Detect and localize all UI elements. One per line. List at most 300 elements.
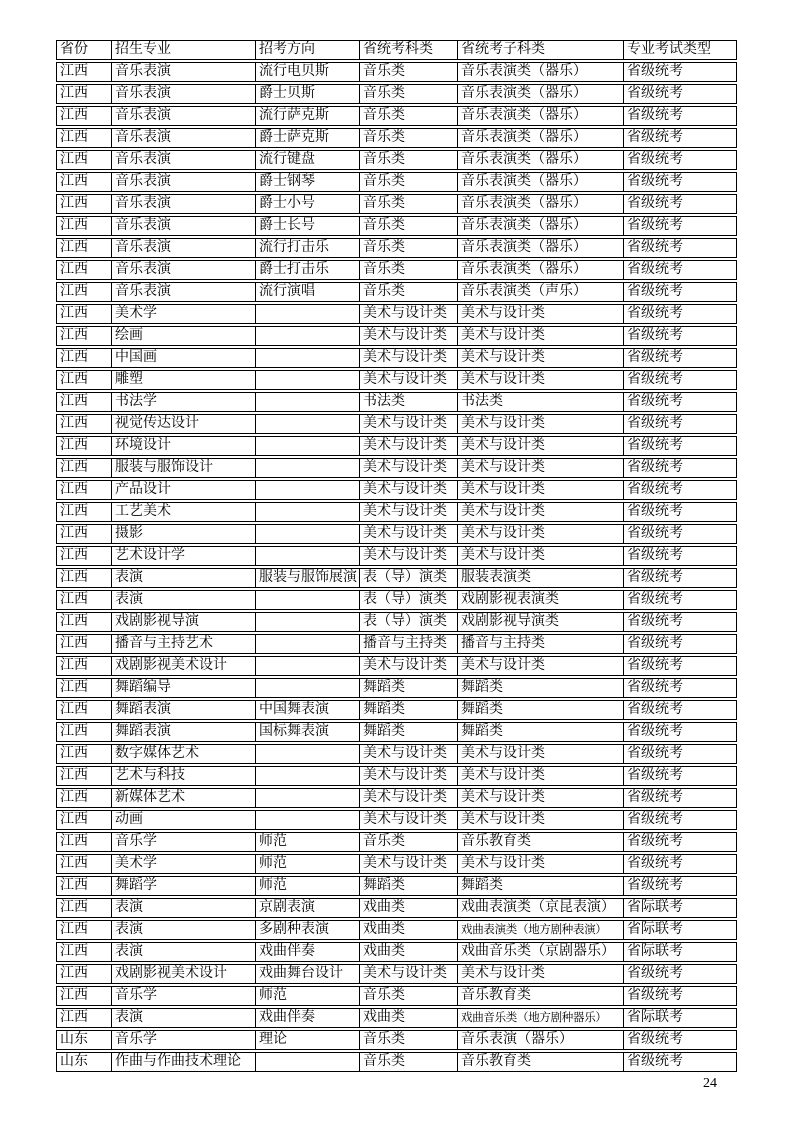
table-cell: 表（导）演类	[359, 568, 457, 588]
table-cell: 江西	[56, 612, 111, 632]
table-cell: 戏曲表演类（京昆表演）	[457, 898, 623, 918]
table-cell	[255, 348, 359, 368]
column-header: 专业考试类型	[623, 40, 737, 60]
table-cell: 戏曲音乐类（地方剧种器乐）	[457, 1008, 623, 1028]
table-cell: 音乐表演	[111, 62, 255, 82]
table-row	[56, 546, 737, 566]
table-cell: 江西	[56, 590, 111, 610]
table-cell: 美术与设计类	[457, 788, 623, 808]
table-cell: 江西	[56, 1008, 111, 1028]
table-cell: 音乐表演类（声乐）	[457, 282, 623, 302]
table-cell: 省级统考	[623, 766, 737, 786]
table-cell: 省级统考	[623, 568, 737, 588]
table-cell: 音乐类	[359, 128, 457, 148]
table-cell: 美术与设计类	[359, 304, 457, 324]
table-cell	[255, 590, 359, 610]
table-cell	[255, 458, 359, 478]
table-row	[56, 854, 737, 874]
table-cell	[255, 810, 359, 830]
table-cell: 江西	[56, 568, 111, 588]
table-cell: 戏曲伴奏	[255, 1008, 359, 1028]
table-cell: 江西	[56, 832, 111, 852]
table-cell: 美术与设计类	[359, 458, 457, 478]
table-cell: 省级统考	[623, 414, 737, 434]
table-cell: 爵士萨克斯	[255, 128, 359, 148]
table-cell	[255, 612, 359, 632]
table-cell: 江西	[56, 700, 111, 720]
table-cell: 师范	[255, 876, 359, 896]
table-cell: 音乐表演类（器乐）	[457, 260, 623, 280]
table-row	[56, 150, 737, 170]
table-cell: 音乐表演	[111, 238, 255, 258]
table-cell: 江西	[56, 524, 111, 544]
table-cell: 江西	[56, 238, 111, 258]
table-cell: 音乐表演类（器乐）	[457, 106, 623, 126]
table-cell: 服装与服饰展演	[255, 568, 359, 588]
table-cell: 音乐表演	[111, 282, 255, 302]
table-cell: 戏曲舞台设计	[255, 964, 359, 984]
column-header: 省份	[56, 40, 111, 60]
table-cell: 省级统考	[623, 986, 737, 1006]
table-cell: 音乐类	[359, 194, 457, 214]
table-cell: 视觉传达设计	[111, 414, 255, 434]
table-cell: 省级统考	[623, 678, 737, 698]
table-row	[56, 942, 737, 962]
table-cell: 国标舞表演	[255, 722, 359, 742]
table-row	[56, 964, 737, 984]
table-cell: 环境设计	[111, 436, 255, 456]
table-cell: 美术与设计类	[359, 326, 457, 346]
table-cell: 表（导）演类	[359, 590, 457, 610]
table-cell: 美术与设计类	[359, 744, 457, 764]
table-cell: 爵士打击乐	[255, 260, 359, 280]
table-cell: 江西	[56, 788, 111, 808]
table-cell: 音乐表演	[111, 106, 255, 126]
table-cell: 省级统考	[623, 150, 737, 170]
table-row	[56, 656, 737, 676]
table-cell: 美术与设计类	[457, 766, 623, 786]
table-cell: 美术与设计类	[359, 788, 457, 808]
table-cell: 爵士小号	[255, 194, 359, 214]
table-cell: 美术与设计类	[359, 766, 457, 786]
table-cell: 省级统考	[623, 502, 737, 522]
table-cell: 江西	[56, 920, 111, 940]
table-cell: 师范	[255, 832, 359, 852]
table-cell: 江西	[56, 194, 111, 214]
table-cell: 江西	[56, 656, 111, 676]
table-cell	[255, 634, 359, 654]
table-cell: 舞蹈编导	[111, 678, 255, 698]
table-cell: 爵士贝斯	[255, 84, 359, 104]
table-cell: 省级统考	[623, 260, 737, 280]
table-row	[56, 788, 737, 808]
table-cell: 音乐表演类（器乐）	[457, 62, 623, 82]
table-cell: 数字媒体艺术	[111, 744, 255, 764]
table-cell: 音乐表演	[111, 84, 255, 104]
table-cell: 美术与设计类	[359, 414, 457, 434]
table-cell: 省级统考	[623, 546, 737, 566]
table-cell: 江西	[56, 216, 111, 236]
table-cell: 江西	[56, 634, 111, 654]
table-cell: 音乐表演类（器乐）	[457, 194, 623, 214]
table-cell: 音乐教育类	[457, 986, 623, 1006]
table-cell: 理论	[255, 1030, 359, 1050]
table-cell: 江西	[56, 502, 111, 522]
table-cell: 美术学	[111, 854, 255, 874]
table-cell: 美术与设计类	[457, 656, 623, 676]
table-cell: 省级统考	[623, 238, 737, 258]
table-row	[56, 722, 737, 742]
table-row	[56, 612, 737, 632]
table-cell: 省级统考	[623, 1052, 737, 1072]
table-cell: 美术与设计类	[457, 810, 623, 830]
table-cell: 音乐类	[359, 986, 457, 1006]
table-cell	[255, 480, 359, 500]
table-row	[56, 194, 737, 214]
table-cell	[255, 414, 359, 434]
table-cell: 戏曲表演类（地方剧种表演）	[457, 920, 623, 940]
table-row	[56, 986, 737, 1006]
table-cell: 摄影	[111, 524, 255, 544]
table-cell: 省级统考	[623, 216, 737, 236]
table-cell: 美术与设计类	[359, 502, 457, 522]
table-cell: 工艺美术	[111, 502, 255, 522]
table-cell: 戏曲类	[359, 898, 457, 918]
table-cell: 省级统考	[623, 480, 737, 500]
table-cell: 艺术设计学	[111, 546, 255, 566]
table-cell: 省级统考	[623, 282, 737, 302]
table-cell: 美术学	[111, 304, 255, 324]
table-row	[56, 304, 737, 324]
table-cell: 美术与设计类	[359, 436, 457, 456]
table-cell: 省级统考	[623, 634, 737, 654]
table-cell: 江西	[56, 436, 111, 456]
table-cell	[255, 788, 359, 808]
table-cell: 美术与设计类	[359, 854, 457, 874]
table-cell: 美术与设计类	[359, 964, 457, 984]
table-row	[56, 392, 737, 412]
table-cell: 作曲与作曲技术理论	[111, 1052, 255, 1072]
table-cell: 中国舞表演	[255, 700, 359, 720]
table-cell: 音乐表演类（器乐）	[457, 84, 623, 104]
table-cell	[255, 392, 359, 412]
table-cell: 音乐表演	[111, 194, 255, 214]
table-cell: 省级统考	[623, 348, 737, 368]
table-cell: 美术与设计类	[359, 480, 457, 500]
table-cell: 表演	[111, 1008, 255, 1028]
table-cell: 省级统考	[623, 194, 737, 214]
table-cell: 江西	[56, 282, 111, 302]
table-cell: 音乐学	[111, 832, 255, 852]
table-cell: 省级统考	[623, 612, 737, 632]
table-cell: 多剧种表演	[255, 920, 359, 940]
table-cell: 美术与设计类	[457, 348, 623, 368]
table-cell: 省级统考	[623, 1030, 737, 1050]
table-row	[56, 216, 737, 236]
table-cell: 江西	[56, 128, 111, 148]
table-cell: 音乐表演	[111, 150, 255, 170]
table-cell: 绘画	[111, 326, 255, 346]
table-cell: 音乐类	[359, 216, 457, 236]
table-cell	[255, 744, 359, 764]
page-number: 24	[703, 1076, 717, 1091]
table-row	[56, 920, 737, 940]
table-cell: 戏曲类	[359, 942, 457, 962]
table-row	[56, 370, 737, 390]
table-cell: 美术与设计类	[359, 524, 457, 544]
table-row	[56, 1052, 737, 1072]
table-cell: 江西	[56, 810, 111, 830]
table-cell: 江西	[56, 546, 111, 566]
table-cell: 江西	[56, 326, 111, 346]
table-cell: 江西	[56, 260, 111, 280]
table-cell: 音乐类	[359, 150, 457, 170]
table-cell: 美术与设计类	[359, 546, 457, 566]
table-cell: 音乐类	[359, 832, 457, 852]
table-row	[56, 766, 737, 786]
table-row	[56, 810, 737, 830]
table-cell: 表（导）演类	[359, 612, 457, 632]
table-cell: 舞蹈类	[457, 722, 623, 742]
table-cell	[255, 370, 359, 390]
table-cell: 音乐学	[111, 986, 255, 1006]
column-header: 省统考科类	[359, 40, 457, 60]
table-cell: 表演	[111, 942, 255, 962]
table-cell: 舞蹈类	[359, 876, 457, 896]
table-cell: 江西	[56, 766, 111, 786]
table-cell	[255, 766, 359, 786]
table-cell: 舞蹈学	[111, 876, 255, 896]
table-cell: 省级统考	[623, 326, 737, 346]
table-row	[56, 326, 737, 346]
table-cell: 江西	[56, 150, 111, 170]
table-cell: 音乐表演	[111, 260, 255, 280]
table-cell: 音乐类	[359, 84, 457, 104]
table-cell	[255, 546, 359, 566]
table-row	[56, 238, 737, 258]
table-cell: 山东	[56, 1030, 111, 1050]
table-cell: 表演	[111, 568, 255, 588]
table-cell: 音乐表演类（器乐）	[457, 216, 623, 236]
table-row	[56, 106, 737, 126]
table-cell: 播音与主持类	[457, 634, 623, 654]
table-cell	[255, 524, 359, 544]
table-cell: 戏曲伴奏	[255, 942, 359, 962]
table-cell: 戏剧影视导演类	[457, 612, 623, 632]
column-header: 招生专业	[111, 40, 255, 60]
table-cell: 音乐类	[359, 260, 457, 280]
table-cell	[255, 502, 359, 522]
table-cell: 音乐表演（器乐）	[457, 1030, 623, 1050]
table-cell: 动画	[111, 810, 255, 830]
table-cell: 省级统考	[623, 392, 737, 412]
table-cell: 江西	[56, 370, 111, 390]
table-cell	[255, 678, 359, 698]
table-cell: 省级统考	[623, 304, 737, 324]
table-cell: 江西	[56, 722, 111, 742]
table-cell: 舞蹈表演	[111, 722, 255, 742]
table-cell: 书法类	[359, 392, 457, 412]
table-cell: 美术与设计类	[457, 370, 623, 390]
table-cell: 省级统考	[623, 84, 737, 104]
table-cell: 省级统考	[623, 876, 737, 896]
table-cell: 舞蹈类	[457, 876, 623, 896]
table-cell: 省际联考	[623, 920, 737, 940]
table-cell: 省际联考	[623, 1008, 737, 1028]
table-cell: 江西	[56, 678, 111, 698]
table-row	[56, 62, 737, 82]
table-cell: 省际联考	[623, 898, 737, 918]
table-cell: 产品设计	[111, 480, 255, 500]
table-cell: 播音与主持艺术	[111, 634, 255, 654]
table-cell: 江西	[56, 392, 111, 412]
table-cell: 省级统考	[623, 172, 737, 192]
column-header: 招考方向	[255, 40, 359, 60]
table-cell: 美术与设计类	[359, 810, 457, 830]
table-cell: 美术与设计类	[457, 854, 623, 874]
table-cell: 省级统考	[623, 106, 737, 126]
table-cell: 美术与设计类	[457, 744, 623, 764]
table-row	[56, 172, 737, 192]
table-cell: 服装与服饰设计	[111, 458, 255, 478]
table-cell: 舞蹈类	[359, 678, 457, 698]
table-cell: 美术与设计类	[457, 436, 623, 456]
table-cell: 艺术与科技	[111, 766, 255, 786]
table-cell: 戏曲类	[359, 920, 457, 940]
table-row	[56, 282, 737, 302]
table-cell: 音乐表演	[111, 128, 255, 148]
table-cell: 流行键盘	[255, 150, 359, 170]
table-row	[56, 524, 737, 544]
table-row	[56, 84, 737, 104]
table-cell: 舞蹈类	[457, 700, 623, 720]
table-cell: 省际联考	[623, 942, 737, 962]
table-cell: 美术与设计类	[457, 326, 623, 346]
table-cell: 省级统考	[623, 458, 737, 478]
table-row	[56, 590, 737, 610]
table-cell: 江西	[56, 986, 111, 1006]
table-cell: 音乐类	[359, 106, 457, 126]
table-row	[56, 502, 737, 522]
table-cell: 爵士长号	[255, 216, 359, 236]
table-cell: 戏剧影视美术设计	[111, 656, 255, 676]
table-row	[56, 678, 737, 698]
table-cell: 美术与设计类	[457, 480, 623, 500]
table-cell: 音乐表演类（器乐）	[457, 150, 623, 170]
table-cell: 美术与设计类	[359, 370, 457, 390]
table-cell: 江西	[56, 172, 111, 192]
table-cell: 戏曲音乐类（京剧器乐）	[457, 942, 623, 962]
table-row	[56, 568, 737, 588]
table-cell: 省级统考	[623, 590, 737, 610]
table-cell: 音乐表演	[111, 216, 255, 236]
table-row	[56, 348, 737, 368]
table-cell	[255, 304, 359, 324]
table-cell: 省级统考	[623, 788, 737, 808]
table-row	[56, 700, 737, 720]
table-cell: 流行电贝斯	[255, 62, 359, 82]
table-cell: 戏剧影视表演类	[457, 590, 623, 610]
table-cell: 戏曲类	[359, 1008, 457, 1028]
table-row	[56, 832, 737, 852]
table-cell: 美术与设计类	[359, 656, 457, 676]
table-cell: 音乐类	[359, 1052, 457, 1072]
table-row	[56, 1008, 737, 1028]
table-cell: 书法学	[111, 392, 255, 412]
table-cell: 舞蹈表演	[111, 700, 255, 720]
table-cell: 江西	[56, 62, 111, 82]
table-row	[56, 458, 737, 478]
table-cell: 音乐类	[359, 62, 457, 82]
table-cell: 服装表演类	[457, 568, 623, 588]
table-cell: 省级统考	[623, 128, 737, 148]
table-cell: 江西	[56, 106, 111, 126]
table-cell: 表演	[111, 590, 255, 610]
table-cell: 山东	[56, 1052, 111, 1072]
table-cell: 书法类	[457, 392, 623, 412]
table-row	[56, 436, 737, 456]
table-row	[56, 128, 737, 148]
table-cell: 美术与设计类	[457, 546, 623, 566]
table-cell: 师范	[255, 854, 359, 874]
table-cell: 美术与设计类	[457, 304, 623, 324]
table-cell: 音乐类	[359, 282, 457, 302]
table-cell: 流行演唱	[255, 282, 359, 302]
table-cell: 江西	[56, 414, 111, 434]
table-cell: 省级统考	[623, 700, 737, 720]
table-cell: 江西	[56, 348, 111, 368]
table-header-row	[56, 40, 737, 60]
table-cell: 舞蹈类	[359, 700, 457, 720]
table-row	[56, 260, 737, 280]
table-cell: 美术与设计类	[457, 458, 623, 478]
table-cell: 新媒体艺术	[111, 788, 255, 808]
table-cell: 省级统考	[623, 656, 737, 676]
table-cell: 美术与设计类	[457, 524, 623, 544]
table-row	[56, 876, 737, 896]
table-cell: 音乐教育类	[457, 832, 623, 852]
table-cell: 美术与设计类	[457, 414, 623, 434]
table-cell: 省级统考	[623, 854, 737, 874]
table-cell: 江西	[56, 854, 111, 874]
table-cell: 音乐教育类	[457, 1052, 623, 1072]
table-cell: 省级统考	[623, 964, 737, 984]
table-cell	[255, 1052, 359, 1072]
table-cell: 师范	[255, 986, 359, 1006]
table-cell: 播音与主持类	[359, 634, 457, 654]
table-cell: 音乐类	[359, 238, 457, 258]
table-cell: 省级统考	[623, 436, 737, 456]
table-cell: 中国画	[111, 348, 255, 368]
table-cell: 美术与设计类	[457, 502, 623, 522]
table-row	[56, 744, 737, 764]
table-cell: 省级统考	[623, 524, 737, 544]
table-cell: 音乐表演类（器乐）	[457, 238, 623, 258]
table-cell: 江西	[56, 458, 111, 478]
table-cell: 流行萨克斯	[255, 106, 359, 126]
table-cell: 省级统考	[623, 744, 737, 764]
column-header: 省统考子科类	[457, 40, 623, 60]
table-cell: 音乐表演类（器乐）	[457, 172, 623, 192]
table-cell: 江西	[56, 942, 111, 962]
table-cell: 美术与设计类	[359, 348, 457, 368]
table-cell: 美术与设计类	[457, 964, 623, 984]
table-cell: 江西	[56, 876, 111, 896]
table-cell: 音乐类	[359, 1030, 457, 1050]
table-cell: 表演	[111, 920, 255, 940]
table-cell: 音乐表演	[111, 172, 255, 192]
table-row	[56, 634, 737, 654]
